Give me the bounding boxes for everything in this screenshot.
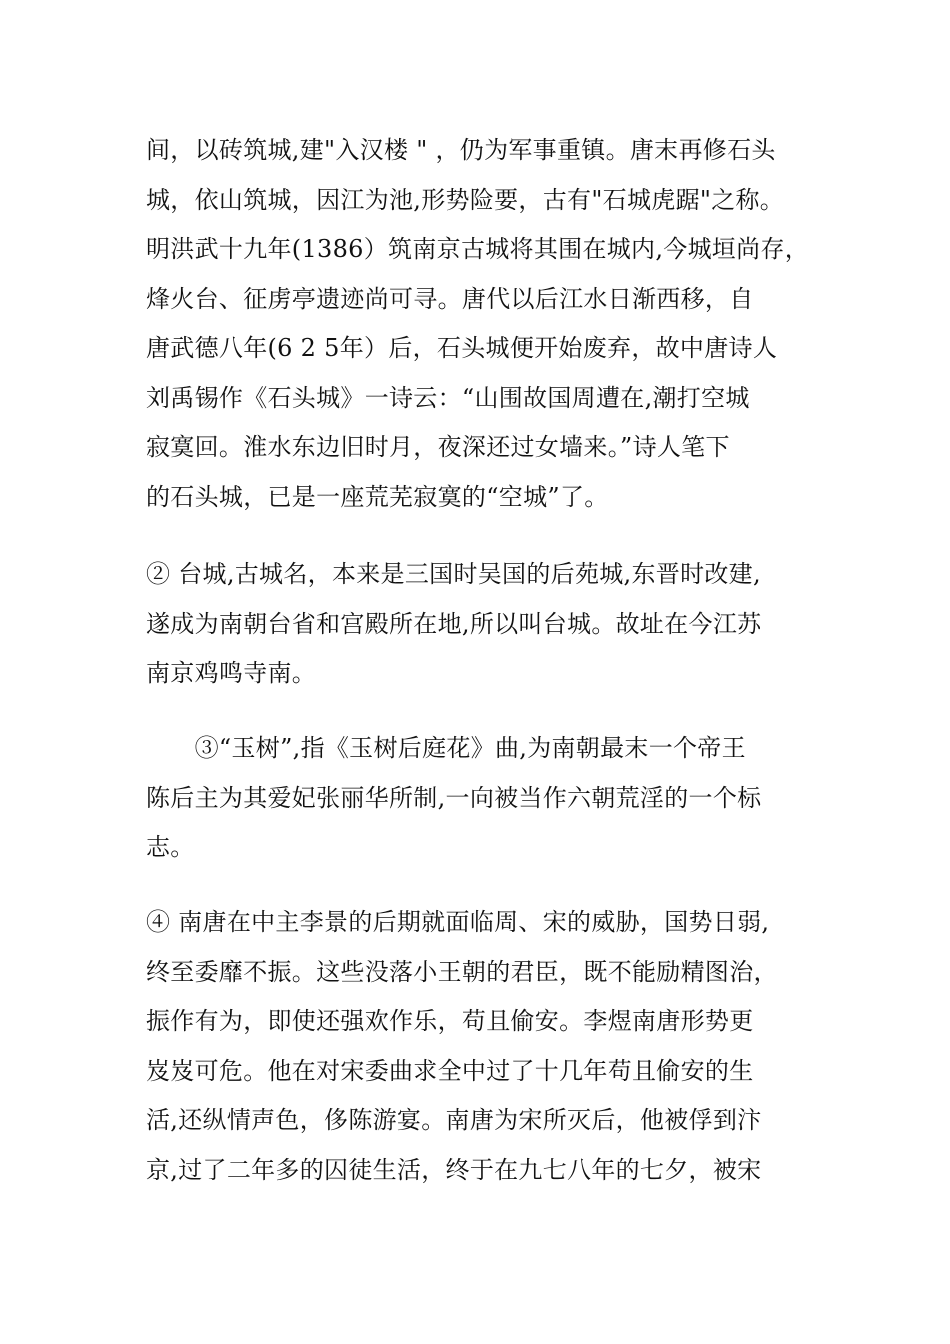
text-line: 刘禹锡作《石头城》一诗云：“山围故国周遭在,潮打空城 xyxy=(146,383,750,412)
text-line: ④ 南唐在中主李景的后期就面临周、宋的威胁，国势日弱, xyxy=(146,908,770,936)
paragraph-note-2-taicheng xyxy=(146,550,826,699)
text-line: 的石头城，已是一座荒芜寂寞的“空城”了。 xyxy=(146,482,609,511)
text-line: 陈后主为其爱妃张丽华所制,一向被当作六朝荒淫的一个标 xyxy=(146,783,762,812)
text-line: 岌岌可危。他在对宋委曲求全中过了十几年苟且偷安的生 xyxy=(146,1056,754,1085)
text-line: 间，以砖筑城,建"入汉楼 " ，仍为军事重镇。唐末再修石头 xyxy=(146,136,776,164)
paragraph-note-4-southern-tang xyxy=(146,898,826,1195)
text-line: 遂成为南朝台省和宫殿所在地,所以叫台城。故址在今江苏 xyxy=(146,609,762,638)
text-line: 振作有为，即使还强欢作乐，苟且偷安。李煜南唐形势更 xyxy=(146,1007,754,1035)
paragraph-stone-city xyxy=(146,126,826,522)
text-line: 南京鸡鸣寺南。 xyxy=(146,659,317,687)
text-line: 京,过了二年多的囚徒生活，终于在九七八年的七夕，被宋 xyxy=(146,1155,762,1184)
text-line: 烽火台、征虏亭遗迹尚可寻。唐代以后江水日渐西移，自 xyxy=(146,284,754,313)
text-line: 活,还纵情声色，侈陈游宴。南唐为宋所灭后，他被俘到汴 xyxy=(146,1106,762,1134)
text-line: 寂寞回。淮水东边旧时月，夜深还过女墙来。”诗人笔下 xyxy=(146,433,730,461)
text-line: 终至委靡不振。这些没落小王朝的君臣，既不能励精图治， xyxy=(146,957,778,986)
paragraph-note-3-yushu xyxy=(146,724,826,873)
text-line: 城，依山筑城，因江为池,形势险要，古有"石城虎踞"之称。 xyxy=(146,185,785,214)
text-line: 志。 xyxy=(146,833,195,861)
text-line: 唐武德八年(6 2 5年）后，石头城便开始废弃，故中唐诗人 xyxy=(146,334,778,362)
text-line: 明洪武十九年(1386）筑南京古城将其围在城内,今城垣尚存， xyxy=(146,235,810,263)
text-line: ③“玉树”,指《玉树后庭花》曲,为南朝最末一个帝王 xyxy=(146,734,746,762)
text-line: ② 台城,古城名，本来是三国时吴国的后苑城,东晋时改建, xyxy=(146,560,761,588)
